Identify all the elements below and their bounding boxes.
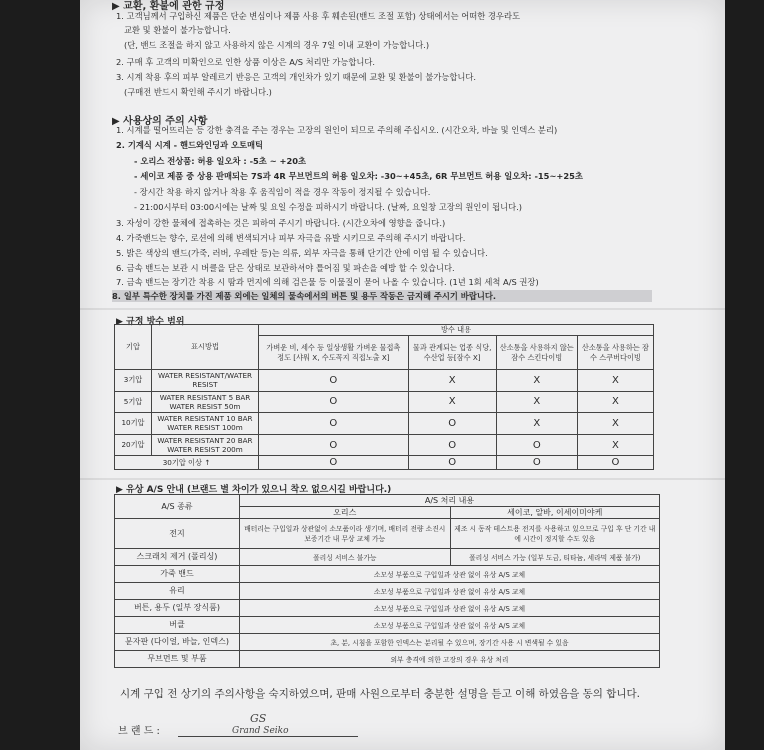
row-mark: O	[259, 391, 409, 413]
exchange-line: (구매전 반드시 확인해 주시기 바랍니다.)	[124, 87, 272, 97]
table-row	[115, 633, 660, 650]
row-mark: O	[408, 413, 496, 435]
section-exchange-title: ▶ 교환, 환불에 관한 규정	[112, 1, 225, 12]
row-gi: 30기압 이상 ↑	[115, 456, 259, 470]
row-mark: X	[577, 391, 653, 413]
row-mark: O	[259, 413, 409, 435]
caution-line: - 오리스 전상품: 허용 일오차 : -5초 ~ +20초	[134, 156, 307, 166]
caution-line: 3. 자성이 강한 물체에 접촉하는 것은 피하여 주시기 바랍니다. (시간오차에 영향을 줍니다.)	[116, 218, 446, 228]
caution-line: 5. 밝은 색상의 밴드(가죽, 러버, 우레탄 등)는 의류, 외부 자극을 통해 단기간 안에 이염 될 수 있습니다.	[116, 248, 488, 258]
col-head-seiko: 세이코, 알바, 이세이미야케	[450, 507, 659, 519]
table-row	[115, 370, 654, 392]
row-mark: X	[577, 434, 653, 456]
row-method: WATER RESISTANT/WATER RESIST	[152, 370, 259, 392]
row-gi: 5기압	[115, 391, 152, 413]
row-mark: O	[408, 456, 496, 470]
table-row	[115, 548, 660, 565]
paper-fold	[80, 478, 725, 480]
water-resistance-table	[114, 324, 654, 470]
as-merged: 외부 충격에 의한 고장의 경우 유상 처리	[240, 650, 660, 667]
exchange-line: (단, 밴드 조절을 하지 않고 사용하지 않은 시계의 경우 7일 이내 교환이 가능합니다.)	[124, 40, 430, 50]
col-head-group: 방수 내용	[259, 325, 654, 336]
table-row	[115, 565, 660, 582]
table-row	[115, 650, 660, 667]
as-seiko: 폴리싱 서비스 가능 (일부 도금, 티타늄, 세라믹 제품 불가)	[450, 548, 659, 565]
col-head-skin: 산소통을 사용하지 않는 잠수 스킨다이빙	[496, 336, 577, 370]
as-type: 버클	[115, 616, 240, 633]
table-row	[115, 413, 654, 435]
col-head-method: 표시방법	[152, 325, 259, 370]
as-type: 유리	[115, 582, 240, 599]
as-merged: 소모성 부품으로 구입일과 상관 없이 유상 A/S 교체	[240, 565, 660, 582]
as-merged: 초, 분, 시침을 포함한 인덱스는 분리될 수 있으며, 장기간 사용 시 변색될 수 있음	[240, 633, 660, 650]
as-type: 가죽 밴드	[115, 565, 240, 582]
col-head-daily: 가벼운 비, 세수 등 일상생활 가벼운 물접촉 정도 [샤워 X, 수도꼭지 직접노출 X]	[259, 336, 409, 370]
table-row	[115, 434, 654, 456]
exchange-line: 3. 시계 착용 후의 피부 알레르기 반응은 고객의 개인차가 있기 때문에 교환 및 환불이 불가능합니다.	[116, 72, 477, 82]
caution-line: 7. 금속 밴드는 장기간 착용 시 땀과 먼지에 의해 검은물 등 이물질이 묻어 나올 수 있습니다. (1년 1회 세척 A/S 권장)	[116, 277, 539, 287]
table-row	[115, 582, 660, 599]
section-caution-title: ▶ 사용상의 주의 사항	[112, 116, 208, 127]
as-seiko: 제조 시 동작 테스트용 전지를 사용하고 있으므로 구입 후 단 기간 내에 시간이 정지할 수도 있음	[450, 519, 659, 549]
row-gi: 20기압	[115, 434, 152, 456]
col-head-gi: 기압	[115, 325, 152, 370]
row-method: WATER RESISTANT 20 BAR WATER RESIST 200m	[152, 434, 259, 456]
col-head-process: A/S 처리 내용	[240, 495, 660, 507]
col-head-oris: 오리스	[240, 507, 451, 519]
table-row	[115, 616, 660, 633]
table-row	[115, 391, 654, 413]
as-oris: 폴리싱 서비스 불가능	[240, 548, 451, 565]
exchange-line: 교환 및 환불이 불가능합니다.	[124, 25, 231, 35]
row-mark: O	[259, 370, 409, 392]
as-oris: 배터리는 구입일과 상관없이 소모품이라 생기며, 배터리 전량 소진시 보증기간 내 무상 교체 가능	[240, 519, 451, 549]
as-type: 문자판 (다이얼, 바늘, 인덱스)	[115, 633, 240, 650]
paper-fold	[80, 308, 725, 310]
as-type: 무브먼트 및 부품	[115, 650, 240, 667]
row-mark: O	[496, 434, 577, 456]
row-method: WATER RESISTANT 5 BAR WATER RESIST 50m	[152, 391, 259, 413]
caution-line: 6. 금속 밴드는 보관 시 버클을 닫은 상태로 보관하셔야 틀어짐 및 파손을 예방 할 수 있습니다.	[116, 263, 455, 273]
row-mark: O	[259, 434, 409, 456]
brand-label: 브 랜 드 :	[118, 726, 160, 737]
paid-as-table	[114, 494, 660, 668]
as-type: 버튼, 용두 (일부 장식품)	[115, 599, 240, 616]
as-type: 스크래치 제거 (폴리싱)	[115, 548, 240, 565]
caution-line: - 장시간 착용 하지 않거나 착용 후 움직임이 적을 경우 작동이 정지될 수 있습니다.	[134, 187, 431, 197]
row-mark: O	[577, 456, 653, 470]
exchange-line: 2. 구매 후 고객의 미확인으로 인한 상품 이상은 A/S 처리만 가능합니다.	[116, 57, 376, 67]
col-head-scuba: 산소통을 사용하는 잠수 스쿠버다이빙	[577, 336, 653, 370]
table-row	[115, 519, 660, 549]
exchange-line: 1. 고객님께서 구입하신 제품은 단순 변심이나 제품 사용 후 훼손된(밴드 조절 포함) 상태에서는 어떠한 경우라도	[116, 11, 520, 21]
section-as-title: ▶ 유상 A/S 안내 (브랜드 별 차이가 있으니 착오 없으시길 바랍니다.)	[116, 485, 392, 495]
col-head-work: 물과 관계되는 업종 식당, 수산업 등[잠수 X]	[408, 336, 496, 370]
caution-line-highlighted: 8. 일부 특수한 장치를 가진 제품 외에는 일체의 물속에서의 버튼 및 용두 작동은 금지해 주시기 바랍니다.	[112, 290, 652, 302]
caution-line: 4. 가죽밴드는 향수, 로션에 의해 변색되거나 피부 자극을 유발 시키므로 주의해 주시기 바랍니다.	[116, 233, 466, 243]
col-head-type: A/S 종류	[115, 495, 240, 519]
table-row	[115, 599, 660, 616]
warranty-notice-sheet	[80, 0, 725, 750]
signature-mark: GS	[250, 712, 267, 725]
brand-signature-line	[178, 736, 358, 737]
row-gi: 10기압	[115, 413, 152, 435]
row-gi: 3기압	[115, 370, 152, 392]
row-mark: X	[496, 413, 577, 435]
table-row	[115, 456, 654, 470]
agreement-statement: 시계 구입 전 상기의 주의사항을 숙지하였으며, 판매 사원으로부터 충분한 설명을 듣고 이해 하였음을 동의 합니다.	[120, 688, 640, 700]
as-type: 전지	[115, 519, 240, 549]
as-merged: 소모성 부품으로 구입일과 상관 없이 유상 A/S 교체	[240, 599, 660, 616]
as-merged: 소모성 부품으로 구입일과 상관 없이 유상 A/S 교체	[240, 582, 660, 599]
row-mark: O	[408, 434, 496, 456]
row-mark: O	[496, 456, 577, 470]
row-mark: X	[577, 413, 653, 435]
row-mark: X	[577, 370, 653, 392]
as-merged: 소모성 부품으로 구입일과 상관 없이 유상 A/S 교체	[240, 616, 660, 633]
caution-line: - 21:00시부터 03:00시에는 날짜 및 요일 수정을 피하시기 바랍니다. (날짜, 요일창 고장의 원인이 됩니다.)	[134, 202, 523, 212]
row-mark: X	[408, 370, 496, 392]
caution-line: 1. 시계를 떨어뜨리는 등 강한 충격을 주는 경우는 고장의 원인이 되므로 주의해 주십시오. (시간오차, 바늘 및 인덱스 분리)	[116, 125, 558, 135]
section-water-title: ▶ 규정 방수 범위	[116, 317, 185, 327]
row-mark: O	[259, 456, 409, 470]
row-mark: X	[496, 370, 577, 392]
row-mark: X	[408, 391, 496, 413]
row-method: WATER RESISTANT 10 BAR WATER RESIST 100m	[152, 413, 259, 435]
caution-line: - 세이코 제품 중 상용 판매되는 7S과 4R 무브먼트의 허용 일오차: -30~+45초, 6R 무브먼트 허용 일오차: -15~+25초	[134, 171, 583, 181]
signature-name: Grand Seiko	[232, 726, 289, 736]
caution-line: 2. 기계식 시계 - 핸드와인딩과 오토매틱	[116, 140, 264, 150]
row-mark: X	[496, 391, 577, 413]
